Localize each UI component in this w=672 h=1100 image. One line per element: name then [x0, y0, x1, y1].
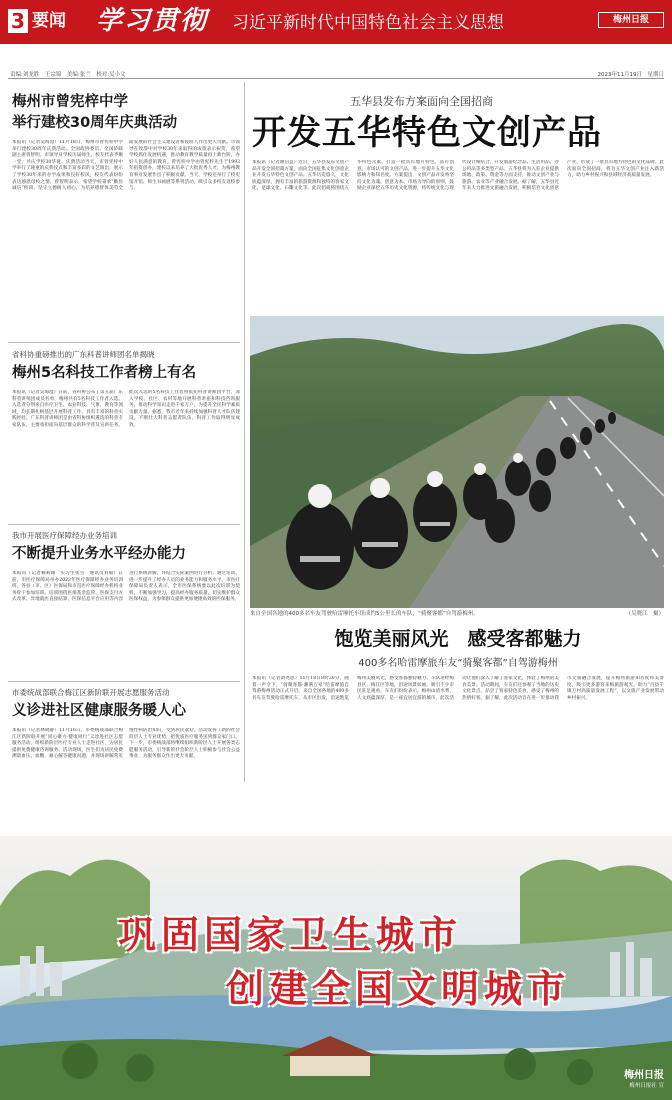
photo-credit: （吴晓江 摄）	[625, 611, 664, 617]
column-divider	[244, 82, 245, 782]
divider	[8, 524, 240, 525]
article4-title: 义诊进社区健康服务暖人心	[12, 703, 186, 719]
paper-name: 梅州日报	[598, 12, 664, 28]
banner-slogan-line2: 创建全国文明城市	[226, 967, 571, 1011]
article3-kicker: 我市开展医疗保障经办业务培训	[12, 531, 117, 540]
divider	[8, 342, 240, 343]
date-line: 2023年11月19日 星期日	[597, 72, 664, 78]
photo-caption: 来自全国各地的400多名车友驾驶哈雷摩托车组成约5公里长的车队，“骑聚客都”自驾游梅州。	[250, 611, 479, 617]
top-rule	[8, 78, 664, 79]
photo-illustration	[250, 316, 664, 608]
page-number: 3	[8, 9, 28, 33]
article3-title: 不断提升业务水平经办能力	[12, 546, 186, 562]
feature-article-title: 饱览美丽风光 感受客都魅力	[334, 628, 582, 650]
article2-title: 梅州5名科技工作者榜上有名	[12, 365, 197, 381]
banner-watermark	[584, 1070, 664, 1092]
banner-watermark-sub: 梅州日报社 宣	[629, 1083, 664, 1089]
divider	[8, 681, 240, 682]
article1-body: 本报讯（记者吴海澄）11月18日，梅州市曾宪梓中学举行建校30周年庆典活动。全国政协委员、全国侨联副主席曾智明，市领导及学校历届师生、校友代表齐聚一堂，共庆学校30华诞。庆典活动当天，市曾宪梓中学举行了隆重的庆典仪式和丰富多彩的文艺演出，展示了学校30年来的办学成果和良好校风，校友代表纷纷表达感恩母校之情。曾智明表示，希望学校秉承“勤俭诚信”校训，坚守立德树人初心，为培养德智体美劳全面发展的社会主义建设者和接班人作出更大贡献。市领导在致辞中对学校30年来取得的成绩表示祝贺，希望学校抓住发展机遇，推动教育教学质量再上新台阶，办好人民满意的教育。曾宪梓中学由曾宪梓先生于1993年捐资创办，建校以来培养了大批优秀人才，为梅州教育事业发展作出了积极贡献。当天，学校还举行了校史馆开馆、师生书画展等系列活动，吸引众多校友返校参与。	[12, 140, 240, 192]
banner-slogan-line1: 巩固国家卫生城市	[118, 913, 463, 957]
column-subtitle: 习近平新时代中国特色社会主义思想	[232, 13, 504, 33]
article4-body: 本报讯（记者林晓静）11月16日，市委统战部联合梅江区新阶联开展“同心聚力·健康同行”义诊进社区志愿服务活动，组织新阶层医疗专业人士走进社区，为居民提供免费健康咨询服务。活动现场，医生们为居民免费测量血压、血糖，耐心解答健康问题，并现场讲解常见慢性病防治知识，受到居民欢迎。活动发挥了新的社会阶层人士专业优势，把优质医疗服务送到群众家门口。下一步，市委统战部将继续组织新阶层人士开展各类志愿服务活动，引导新的社会阶层人士积极参与社会公益事业，为服务群众作出更大贡献。	[12, 728, 240, 760]
article3-body: 本报讯（记者赖莉雄 实习生张雪 通讯员刘敏）日前，市医疗保障局举办2023年医疗保障经办业务培训班，各县（市、区）医保局和市直医疗保障经办机构业务骨干参加培训。培训围绕医保基金监管、医保支付方式改革、异地就医直接结算、医保信息平台应用等内容进行系统讲解，并结合实际案例进行分析。通过培训，进一步提升了经办人员的业务能力和服务水平。市医疗保障局负责人表示，全市医保系统要以此次培训为契机，不断加强学习，提高经办服务质量，切实维护群众医保权益，为参保群众提供更加便捷高效的医保服务。	[12, 571, 240, 603]
lead-article-kicker: 五华县发布方案面向全国招商	[350, 95, 493, 108]
motorcycle-convoy-photo	[250, 316, 664, 608]
article1-title-line1: 梅州市曾宪梓中学	[12, 94, 128, 110]
article2-body: 本报讯（记者吴海澄）日前，省科协公布了第五届广东科普讲师团成员名单，梅州共有5名科技工作者入选。入选者分别来自医疗卫生、农业科技、气象、教育等领域，均长期扎根基层开展科普工作，具有丰富的科普实践经验。广东科普讲师团是由省科协组织遴选的科普专家队伍，主要承担面向基层群众的科学普及宣讲任务。此次入选的5名科技工作者将依托科普讲师团平台，深入学校、社区、农村等地开展科普讲座和科技咨询服务，推动科学知识走进千家万户，为提升全民科学素质贡献力量。据悉，我市近年来持续加强科普人才队伍建设，不断壮大科普志愿者队伍，科普工作取得明显成效。	[12, 390, 240, 428]
banner-watermark-title: 梅州日报	[624, 1070, 664, 1081]
lead-article-body: 本报讯（记者谢启益）近日，五华县发布文创产品开发全国招商方案，面向全国征集文化创意企业开发五华特色文创产品。五华历史悠久，文化底蕴深厚，拥有丰富的旅游资源和独特的客家文化、足球文化、石雕文化等。此次招商将围绕五华特色元素，打造一批具有地方特色、富有创意、市场认可的文创产品，进一步提升五华文化影响力和知名度。方案提出，文创产品开发将坚持文化为魂、创意为本、市场为导向的原则，鼓励企业深挖五华历史文化资源，将传统文化与现代设计相结合，开发旅游纪念品、生活用品、办公用品等多类型产品。五华县将为入驻企业提供场地、政策、资金等方面支持，推动文创产业与旅游、农业等产业融合发展。据了解，五华县近年来大力推进文旅融合发展，积极培育文化创意产业，形成了一批具有地方特色的文化品牌。此次面向全国招商，将为五华文创产业注入新活力，助力乡村振兴和县域经济高质量发展。	[252, 160, 664, 192]
article2-kicker: 省科协重磅推出的广东科普讲师团名单揭晓	[12, 350, 155, 359]
section-name: 要闻	[32, 11, 66, 31]
editors-line: 责编:刘龙胜 王宗锦 美编:张兰 校对:吴小文	[10, 72, 126, 78]
column-title: 学习贯彻	[96, 6, 209, 36]
article4-kicker: 市委统战部联合梅江区新阶联开展志愿服务活动	[12, 688, 170, 697]
feature-article-body: 本报讯（记者刘尧思）11月18日8时30分，随着一声令下，“骑聚客都·潮满万家”哈雷摩旅自驾游梅州活动正式开启。来自全国各地的400多名车友驾驶哈雷摩托车，从市区出发，沿途饱览梅州美丽风光，感受客都独特魅力。车队途经梅县区、梅江区等地，沿途风景如画，吸引不少市民驻足观看。车友们纷纷表示，梅州山清水秀，人文底蕴深厚，是一座宜居宜游的城市，此次活动让他们深入了解了客家文化，体验了梅州的美食美景。活动期间，车友们还参观了当地的历史文化景点，品尝了客家特色美食，感受了梅州的热情好客。据了解，此次活动旨在进一步推动我市文旅融合发展，提升梅州旅游知名度和美誉度，吸引更多游客来梅旅游观光，助力“百县千镇万村高质量发展工程”，以文旅产业发展带动乡村振兴。	[252, 676, 664, 701]
feature-article-subtitle: 400多名哈雷摩旅车友“骑聚客都”自驾游梅州	[358, 658, 558, 669]
article1-title-line2: 举行建校30周年庆典活动	[12, 115, 178, 131]
lead-article-title: 开发五华特色文创产品	[252, 113, 602, 153]
